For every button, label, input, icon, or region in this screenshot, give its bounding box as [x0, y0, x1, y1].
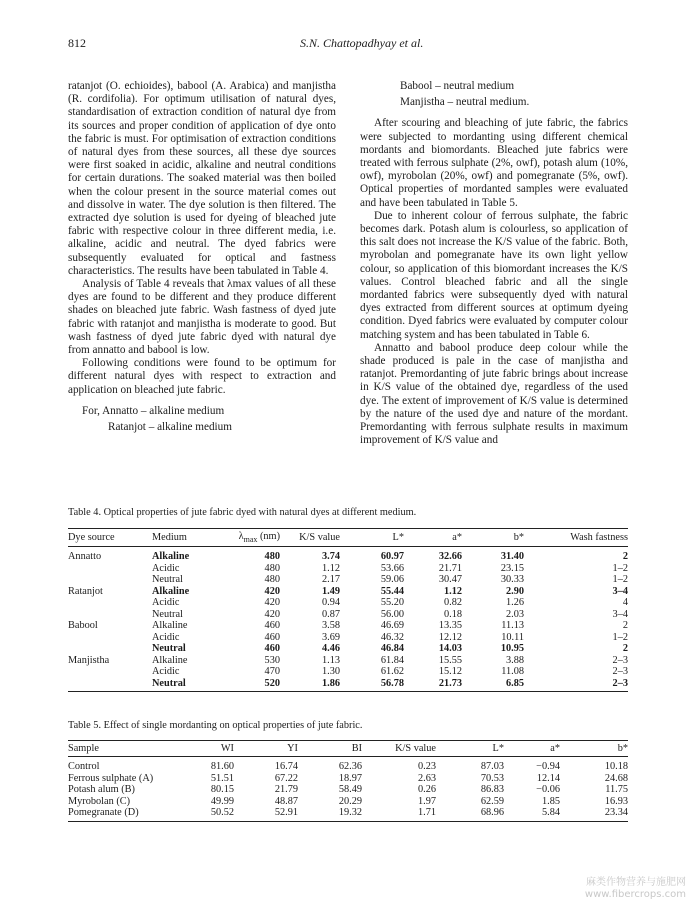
table-cell: 24.68 [604, 772, 628, 784]
table-cell [68, 609, 152, 621]
table-cell: 11.13 [501, 620, 524, 632]
paragraph: Following conditions were found to be optimum for different natural dyes with respect to extraction and application on bleached jute fabric. [68, 357, 336, 396]
table-cell: 32.66 [438, 551, 462, 563]
column-header: WI [178, 741, 234, 757]
table-cell: 62.36 [338, 761, 362, 772]
table-cell: 56.78 [340, 678, 404, 692]
table-cell: 1.86 [280, 678, 340, 692]
table-cell: 55.44 [380, 585, 404, 597]
table-cell: 87.03 [480, 761, 504, 772]
paragraph: Annatto and babool produce deep colour while the shade produced is pale in the case of manjistha and ratanjot. Premordanting of jute fabric brings about increase in K/S value of the obtained dye, regardless of the used dye. The extent of improvement of K/S value is determined by the nature of the used dye and nature of the mordant. Premordanting with ferrous sulphate results in maximum improvement of K/S value and [360, 341, 628, 447]
table-cell: 46.84 [380, 643, 404, 655]
table-cell: 520 [218, 678, 280, 692]
table-cell: 0.18 [443, 608, 462, 620]
table-cell [68, 597, 152, 609]
table-row [68, 678, 628, 692]
table-cell: 0.87 [321, 608, 340, 620]
table-cell: 15.12 [438, 666, 462, 678]
table-cell: 70.53 [480, 772, 504, 784]
table-cell: 460 [264, 643, 280, 655]
table-row [68, 655, 628, 667]
column-header: a* [504, 741, 560, 757]
table-cell: 1.49 [321, 585, 340, 597]
table-cell: Manjistha [68, 654, 110, 666]
table-cell: 16.93 [604, 795, 628, 807]
table-cell: 56.00 [380, 608, 404, 620]
table4-caption: Table 4. Optical properties of jute fabric dyed with natural dyes at different medium. [68, 507, 417, 518]
table-cell: 1.30 [321, 666, 340, 678]
table-cell: 12.14 [536, 772, 560, 784]
table-cell: Alkaline [152, 654, 188, 666]
table-cell: 19.32 [298, 807, 362, 821]
table-cell: 59.06 [380, 574, 404, 586]
table-cell [68, 678, 152, 692]
table-cell: 30.47 [438, 574, 462, 586]
column-header: L* [340, 529, 404, 547]
table-cell: 16.74 [274, 761, 298, 772]
table-cell: 2–3 [612, 654, 628, 666]
table-cell: Alkaline [152, 585, 190, 597]
table-row [68, 632, 628, 644]
table-cell: 15.55 [438, 654, 462, 666]
table-cell: 1.26 [505, 597, 524, 609]
table-cell: 480 [264, 551, 280, 563]
page-number: 812 [68, 36, 86, 50]
table-cell: 21.73 [404, 678, 462, 692]
table-cell: 2.17 [321, 574, 340, 586]
table-cell: 68.96 [436, 807, 504, 821]
table-cell: 80.15 [210, 784, 234, 795]
column-header: Medium [152, 529, 218, 547]
condition-line: Manjistha – neutral medium. [400, 96, 530, 109]
table-cell: 51.51 [210, 772, 234, 784]
table5-caption: Table 5. Effect of single mordanting on optical properties of jute fabric. [68, 720, 363, 731]
table-cell: Alkaline [152, 551, 190, 563]
table-cell: 12.12 [438, 631, 462, 643]
table-cell: 420 [264, 585, 280, 597]
table-cell: 460 [264, 620, 280, 632]
table-cell: 49.99 [210, 795, 234, 807]
table-cell: 2 [622, 643, 628, 655]
table-cell: 0.82 [443, 597, 462, 609]
column-header: BI [298, 741, 362, 757]
table-cell: −0.06 [536, 784, 560, 795]
table-cell: 530 [264, 654, 280, 666]
table-cell: 1.71 [362, 807, 436, 821]
right-column [360, 80, 628, 447]
column-header: $\lambda_{max}$ (nm) [218, 529, 280, 547]
table-cell: 11.08 [501, 666, 524, 678]
table-cell: Potash alum (B) [68, 784, 135, 795]
table-cell: 3.69 [321, 631, 340, 643]
column-header: L* [436, 741, 504, 757]
table-cell: 61.84 [380, 654, 404, 666]
table-cell: Acidic [152, 631, 180, 643]
table-cell: 3–4 [612, 608, 628, 620]
table-cell: 3.88 [505, 654, 524, 666]
table-cell: 1.13 [321, 654, 340, 666]
running-head: S.N. Chattopadhyay et al. [300, 36, 424, 50]
table-cell [68, 643, 152, 655]
table-cell: 1.12 [321, 562, 340, 574]
table-cell: 0.26 [417, 784, 436, 795]
table-row [68, 666, 628, 678]
column-header: Sample [68, 741, 178, 757]
table-cell: 460 [264, 631, 280, 643]
table-cell: Acidic [152, 597, 180, 609]
table-cell: 55.20 [380, 597, 404, 609]
table-cell: Pomegranate (D) [68, 807, 178, 821]
table-cell: 1–2 [612, 562, 628, 574]
table-cell: Acidic [152, 562, 180, 574]
table-cell: 4.46 [321, 643, 340, 655]
table-cell: 18.97 [338, 772, 362, 784]
table-cell: 2.03 [505, 608, 524, 620]
table-cell: 10.95 [500, 643, 524, 655]
condition-line: Ratanjot – alkaline medium [108, 421, 232, 434]
table-cell: 50.52 [178, 807, 234, 821]
left-column [68, 80, 336, 434]
column-header: b* [560, 741, 628, 757]
table-cell: 2–3 [524, 678, 628, 692]
table-cell: 4 [622, 597, 628, 609]
table-cell: 46.32 [380, 631, 404, 643]
paragraph: After scouring and bleaching of jute fabric, the fabrics were subjected to mordanting using different chemical mordants and biomordants. Bleached jute fabrics were treated with ferrous sulphate (2%, owf), potash alum (10%, owf), myrobolan (20%, owf) and pomegranate (5%, owf). Optical properties of mordanted samples were evaluated and have been tabulated in Table 5. [360, 117, 628, 209]
table-cell: 2–3 [612, 666, 628, 678]
table-cell [68, 666, 152, 678]
table-cell: Neutral [152, 574, 183, 586]
table-cell: 2 [622, 620, 628, 632]
condition-line: Babool – neutral medium [400, 80, 515, 92]
table-cell: 81.60 [210, 761, 234, 772]
table-cell: Neutral [152, 608, 183, 620]
table-cell: Annatto [68, 551, 102, 563]
table-row [68, 547, 628, 563]
table-cell: 23.15 [500, 562, 524, 574]
watermark-line: 麻类作物营养与施肥网 [586, 877, 686, 888]
table-cell: Acidic [152, 666, 180, 678]
table-cell: 420 [264, 597, 280, 609]
table-cell: Control [68, 761, 100, 772]
table-cell: 60.97 [380, 551, 404, 563]
table-cell: 48.87 [274, 795, 298, 807]
table-cell: 58.49 [338, 784, 362, 795]
table-cell: 2.63 [417, 772, 436, 784]
table-cell: 10.11 [501, 631, 524, 643]
table-cell [68, 632, 152, 644]
paragraph: ratanjot (O. echioides), babool (A. Arabica) and manjistha (R. cordifolia). For optimum utilisation of natural dyes, standardisation of extraction condition of natural dye from its sources and proper condition of application of dye onto the fabric is must. For optimisation of extraction conditions of natural dyes from these sources, all these dye sources were first soaked in acidic, alkaline and neutral conditions for certain durations. The soaked material was then boiled when the colour present in the source material comes out and dissolve in water. The dye solution is then filtered. The extracted dye solution is used for dyeing of bleached jute fabric with respective colour in three different media, i.e. alkaline, acidic and neutral. The dyed fabrics were subsequently evaluated for optical and fastness characteristics. The results have been tabulated in Table 4. [68, 80, 336, 277]
table-cell: 10.18 [604, 761, 628, 772]
table-cell: Ratanjot [68, 585, 103, 597]
table-cell: 20.29 [338, 795, 362, 807]
table-row [68, 586, 628, 598]
column-header: a* [404, 529, 462, 547]
watermark [585, 877, 686, 901]
condition-line: For, Annatto – alkaline medium [82, 404, 225, 417]
table-row [68, 574, 628, 586]
table-cell [68, 574, 152, 586]
table-cell: 14.03 [438, 643, 462, 655]
table-cell: 5.84 [504, 807, 560, 821]
table-cell: 1.12 [443, 585, 462, 597]
watermark-line: www.fibercrops.com [584, 889, 686, 900]
table-row [68, 609, 628, 621]
table-cell: 2 [622, 551, 628, 563]
table-cell: Ferrous sulphate (A) [68, 772, 154, 784]
table-cell: 420 [264, 608, 280, 620]
table-cell: 31.40 [500, 551, 524, 563]
table-cell: 0.23 [417, 761, 436, 772]
table-row [68, 796, 628, 808]
table-cell: 61.62 [380, 666, 404, 678]
table-cell: 480 [264, 562, 280, 574]
table-cell: 2.90 [505, 585, 524, 597]
table-cell: 470 [264, 666, 280, 678]
paragraph: Analysis of Table 4 reveals that λmax values of all these dyes are found to be different and they produce different shades on bleached jute fabric. Wash fastness of dyed jute fabric with ratanjot and manjistha is moderate to good. But wash fastness of dyed jute fabric dyed with natural dye from annatto and babool is low. [68, 278, 336, 357]
table-cell: 86.83 [480, 784, 504, 795]
table-cell: 3.74 [321, 551, 340, 563]
table-cell: 13.35 [438, 620, 462, 632]
table-cell: 53.66 [380, 562, 404, 574]
paragraph: Due to inherent colour of ferrous sulphate, the fabric becomes dark. Potash alum is colourless, so application of this salt does not increase the K/S value of the fabric. Both, myrobolan and pomegranate have its own light yellow colour, so application of this biomordant increases the K/S values. Control bleached fabric and all the single mordanted fabrics were subsequently dyed with natural dyes extracted from different sources at optimum dyeing condition. Dyed fabrics were evaluated by computer colour matching system and has been tabulated in Table 6. [360, 209, 628, 341]
table-row [68, 784, 628, 796]
column-header: K/S value [280, 529, 340, 547]
table-row [68, 597, 628, 609]
table-cell: 62.59 [480, 795, 504, 807]
table-cell: 1–2 [612, 574, 628, 586]
table-cell: 52.91 [234, 807, 298, 821]
table-row [68, 643, 628, 655]
table-cell: Alkaline [152, 620, 188, 632]
table-cell: 23.34 [560, 807, 628, 821]
table-cell: 46.69 [380, 620, 404, 632]
table-row [68, 563, 628, 575]
table-row [68, 757, 628, 773]
table-row [68, 773, 628, 785]
table-cell: 3.58 [321, 620, 340, 632]
table-cell: Babool [68, 620, 98, 632]
table-cell: 30.33 [500, 574, 524, 586]
table-cell: 1–2 [612, 631, 628, 643]
table5 [68, 740, 628, 822]
table-cell: 21.79 [274, 784, 298, 795]
column-header: Dye source [68, 529, 152, 547]
column-header: K/S value [362, 741, 436, 757]
column-header: Wash fastness [524, 529, 628, 547]
table-cell: 21.71 [438, 562, 462, 574]
table-cell: 67.22 [274, 772, 298, 784]
table-row [68, 620, 628, 632]
table-cell: 11.75 [605, 784, 628, 795]
table-cell: Neutral [152, 643, 186, 655]
column-header: b* [462, 529, 524, 547]
table-cell: Neutral [152, 678, 218, 692]
table-cell: −0.94 [536, 761, 560, 772]
column-header: YI [234, 741, 298, 757]
table4 [68, 528, 628, 692]
table-cell: 3–4 [612, 585, 628, 597]
table-cell: 6.85 [462, 678, 524, 692]
table-cell: 1.85 [541, 795, 560, 807]
table-row [68, 807, 628, 821]
table-cell: 480 [264, 574, 280, 586]
table-cell: Myrobolan (C) [68, 795, 131, 807]
table-cell: 0.94 [321, 597, 340, 609]
table-cell [68, 563, 152, 575]
table-cell: 1.97 [417, 795, 436, 807]
